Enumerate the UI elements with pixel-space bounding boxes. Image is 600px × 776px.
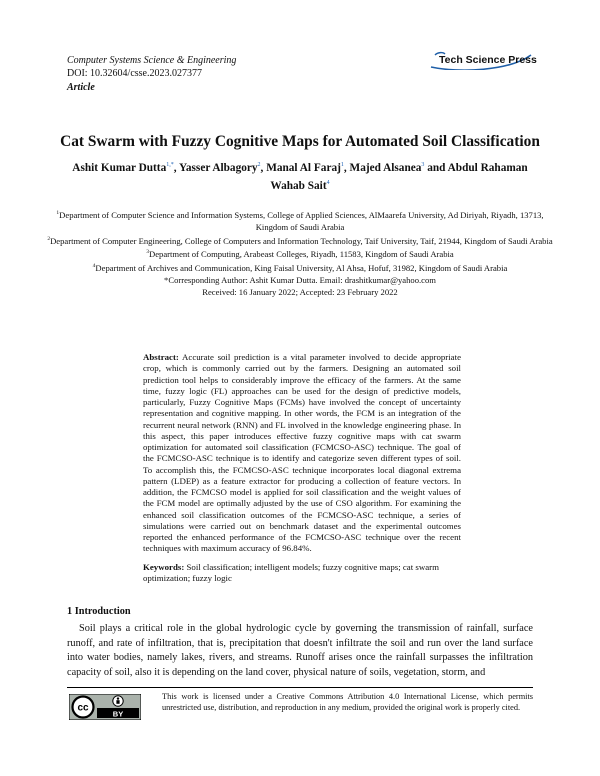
author: Ashit Kumar Dutta$^{1,*}$, bbox=[72, 161, 179, 174]
doi-link[interactable]: DOI: 10.32604/csse.2023.027377 bbox=[67, 68, 202, 79]
license-text: This work is licensed under a Creative Commons Attribution 4.0 International License, which permits unrestricted use, distribution, and reproduction in any medium, provided the original work is properly cited. bbox=[162, 692, 533, 712]
author: Majed Alsanea$^3$ and bbox=[349, 161, 448, 174]
abstract-label: Abstract: bbox=[143, 352, 179, 362]
affiliation: $^4$Department of Archives and Communication, King Faisal University, Al Ahsa, Hofuf, 31982, Kingdom of Saudi Arabia bbox=[92, 263, 508, 274]
paragraph: Soil plays a critical role in the global hydrologic cycle by governing the transmission of rainfall, surface runoff, and rate of infiltration, that is, precipitation that doesn't infiltrate the soil and run over the land surface into water bodies, namely lakes, rivers, and streams. Runoff arises once the rainfall surpasses the infiltration capacity of soil, also it is depending on the land cover, physical nature of soils, vegetation, storm, and bbox=[67, 623, 533, 678]
cc-letters: cc bbox=[77, 702, 89, 714]
keywords bbox=[143, 562, 461, 585]
journal-name: Computer Systems Science & Engineering bbox=[67, 55, 237, 66]
affiliations bbox=[40, 208, 560, 299]
affiliation: $^2$Department of Computer Engineering, College of Computers and Information Technology, Taif University, Taif, 21944, Kingdom of Saudi Arabia bbox=[47, 235, 553, 246]
abstract-text: Accurate soil prediction is a vital parameter involved to decide appropriate crop, which is commonly carried out by the farmers. Designing an automated soil prediction tool helps to considerably improve the efficacy of the farmers. At the same time, fuzzy logic (FL) approaches can be used for the design of predictive models, particularly, Fuzzy Cognitive Maps (FCMs) have involved the concept of uncertainty representation and cognitive mapping. In other words, the FCM is an integration of the recurrent neural network (RNN) and FL involved in the knowledge engineering phase. In this aspect, this paper introduces effective fuzzy cognitive maps with cat swarm optimization for automated soil classification (FCMCSO-ASC) technique. The goal of the FCMCSO-ASC technique is to identify and categorize seven different types of soil. To accomplish this, the FCMCSO-ASC technique incorporates local diagonal extrema pattern (LDEP) as a feature extractor for producing a collection of feature vectors. In addition, the FCMCSO model is applied for soil classification and the weight values of the FCM model are optimally adjusted by the use of CSO algorithm. For examining the enhanced soil classification outcomes of the FCMCSO-ASC technique, a series of simulations were carried out on benchmark dataset and the experimental outcomes reported the enhanced performance of the FCMCSO-ASC technique over the recent techniques with maximum accuracy of 96.84%. bbox=[143, 352, 461, 554]
keywords-label: Keywords: bbox=[143, 562, 185, 572]
cc-by-badge[interactable] bbox=[69, 694, 141, 720]
publisher-logo bbox=[429, 51, 537, 70]
paper-title: Cat Swarm with Fuzzy Cognitive Maps for Automated Soil Classification bbox=[60, 133, 540, 150]
affiliation: $^3$Department of Computing, Arabeast Colleges, Riyadh, 11583, Kingdom of Saudi Arabia bbox=[146, 249, 454, 260]
affiliation: $^1$Department of Computer Science and Information Systems, College of Applied Sciences, AlMaarefa University, Ad Diriyah, Riyadh, 13713, Kingdom of Saudi Arabia bbox=[56, 209, 544, 232]
keywords-text: Soil classification; intelligent models; fuzzy cognitive maps; cat swarm optimization; fuzzy logic bbox=[143, 562, 439, 584]
received-dates: Received: 16 January 2022; Accepted: 23 February 2022 bbox=[202, 286, 398, 297]
section-heading: 1 Introduction bbox=[67, 606, 131, 617]
article-type: Article bbox=[67, 82, 95, 93]
author: Yasser Albagory$^2$, bbox=[178, 161, 267, 174]
introduction-body bbox=[67, 622, 533, 680]
footer-divider bbox=[67, 687, 533, 688]
author: Abdul Rahaman Wahab Sait$^4$ bbox=[270, 161, 528, 192]
by-letters: BY bbox=[112, 709, 124, 719]
abstract bbox=[143, 352, 461, 555]
author-list bbox=[60, 158, 540, 194]
author: Manal Al Faraj$^1$, bbox=[266, 161, 350, 174]
corresponding-author: *Corresponding Author: Ashit Kumar Dutta. Email: drashitkumar@yahoo.com bbox=[164, 274, 436, 285]
publisher-name: Tech Science Press bbox=[439, 54, 537, 66]
